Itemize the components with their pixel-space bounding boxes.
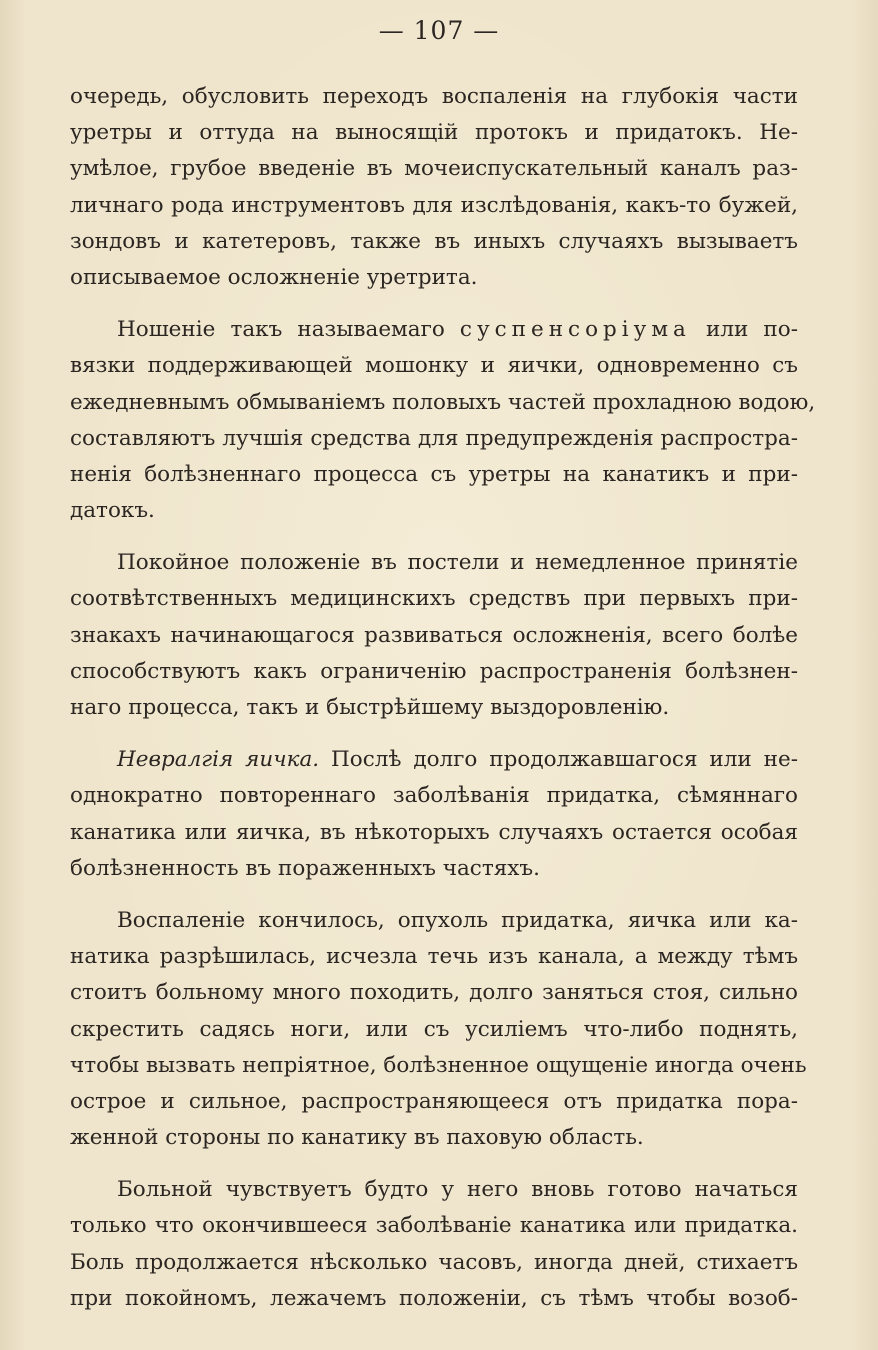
text-line: острое и сильное, распространяющееся отъ придатка пора-: [70, 1088, 798, 1114]
text-line: болѣзненность въ пораженныхъ частяхъ.: [70, 855, 540, 881]
text-line: стоитъ больному много походить, долго заняться стоя, сильно: [70, 980, 798, 1006]
text-line: Покойное положеніе въ постели и немедленное принятіе: [117, 550, 798, 576]
text-line: личнаго рода инструментовъ для изслѣдованія, какъ-то бужей,: [70, 192, 798, 218]
text-line: [70, 312, 798, 348]
text-line: умѣлое, грубое введеніе въ мочеиспускательный каналъ раз-: [70, 156, 798, 182]
text-line: ненія болѣзненнаго процесса съ уретры на канатикъ и при-: [70, 461, 798, 487]
paragraph: [70, 903, 807, 1156]
text-line: способствуютъ какъ ограниченію распространенія болѣзнен-: [70, 658, 798, 684]
text-line: составляютъ лучшія средства для предупрежденія распростра-: [70, 425, 798, 451]
text-fragment: или по-: [705, 317, 798, 343]
text-line: натика разрѣшилась, исчезла течь изъ канала, а между тѣмъ: [70, 944, 798, 970]
text-line: знакахъ начинающагося развиваться осложненія, всего болѣе: [70, 622, 798, 648]
spaced-term: суспенсоріума: [459, 317, 691, 343]
body-text: [70, 79, 816, 1333]
text-line: описываемое осложненіе уретрита.: [70, 264, 478, 290]
paragraph: [70, 545, 798, 726]
text-line: датокъ.: [70, 498, 155, 524]
text-line: вязки поддерживающей мошонку и яички, одновременно съ: [70, 353, 798, 379]
text-line: Больной чувствуетъ будто у него вновь готово начаться: [117, 1177, 798, 1203]
paragraph: [70, 79, 798, 296]
text-line: очередь, обусловить переходъ воспаленія на глубокія части: [70, 84, 798, 109]
text-line: женной стороны по канатику въ паховую область.: [70, 1125, 644, 1151]
text-line: наго процесса, такъ и быстрѣйшему выздоровленію.: [70, 695, 670, 720]
text-line: только что окончившееся заболѣваніе канатика или придатка.: [70, 1213, 798, 1239]
text-line: скрестить садясь ноги, или съ усиліемъ что-либо поднять,: [70, 1016, 798, 1042]
text-line: уретры и оттуда на выносящій протокъ и придатокъ. Не-: [70, 120, 798, 146]
paragraph: [70, 1172, 798, 1317]
text-line: зондовъ и катетеровъ, также въ иныхъ случаяхъ вызываетъ: [70, 228, 798, 254]
text-line: однократно повтореннаго заболѣванія придатка, сѣмяннаго: [70, 783, 798, 809]
paragraph: [70, 312, 816, 529]
text-line: при покойномъ, лежачемъ положеніи, съ тѣмъ чтобы возоб-: [70, 1285, 798, 1311]
text-line: ежедневнымъ обмываніемъ половыхъ частей прохладною водою,: [70, 389, 816, 415]
text-line: [70, 742, 798, 778]
text-fragment: Ношеніе такъ называемаго: [117, 317, 445, 343]
text-line: канатика или яичка, въ нѣкоторыхъ случаяхъ остается особая: [70, 819, 798, 845]
page-number: — 107 —: [378, 16, 500, 45]
text-line: Боль продолжается нѣсколько часовъ, иногда дней, стихаетъ: [70, 1249, 798, 1275]
text-line: Воспаленіе кончилось, опухоль придатка, яичка или ка-: [117, 907, 798, 933]
section-heading: Невралгія яичка.: [117, 747, 320, 773]
text-line: соотвѣтственныхъ медицинскихъ средствъ при первыхъ при-: [70, 586, 798, 612]
text-line: чтобы вызвать непріятное, болѣзненное ощущеніе иногда очень: [70, 1052, 807, 1078]
text-fragment: Послѣ долго продолжавшагося или не-: [331, 747, 798, 773]
paragraph: [70, 742, 798, 887]
